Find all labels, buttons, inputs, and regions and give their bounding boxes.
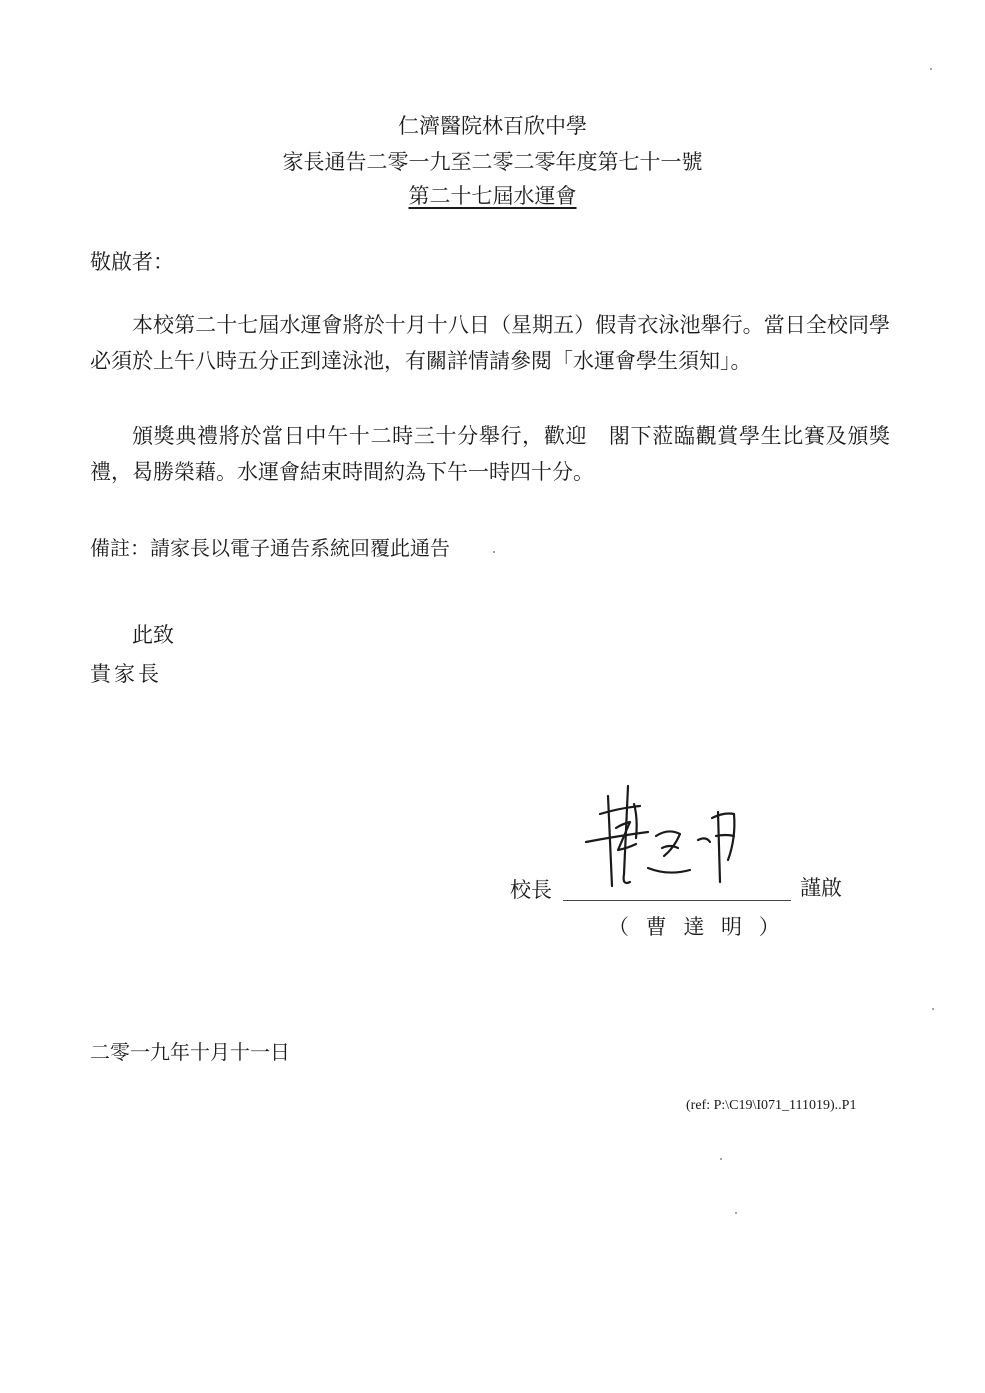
notice-number: 家長通告二零一九至二零二零年度第七十一號 [282, 150, 703, 174]
scan-speck [735, 1212, 737, 1214]
remark-note: 備註：請家長以電子通告系統回覆此通告 [90, 536, 450, 560]
signature-line [563, 900, 791, 901]
closing-phrase: 此致 [132, 623, 174, 647]
scan-speck [493, 551, 495, 553]
principal-name: （ 曹 達 明 ） [608, 915, 785, 939]
addressee: 貴家長 [90, 662, 162, 686]
scan-speck [930, 68, 932, 70]
event-title: 第二十七屆水運會 [408, 184, 577, 208]
scan-speck [720, 1158, 722, 1160]
reference-code: (ref: P:\C19\I071_111019)..P1 [686, 1098, 857, 1113]
principal-signature [578, 778, 748, 898]
school-name: 仁濟醫院林百欣中學 [398, 114, 587, 138]
salutation: 敬啟者： [90, 250, 174, 274]
paragraph-event-details: 本校第二十七屆水運會將於十月十八日（星期五）假青衣泳池舉行。當日全校同學必須於上午八時五分正到達泳池，有關詳情請參閱「水運會學生須知」。 [90, 313, 890, 373]
paragraph-prize-ceremony: 頒獎典禮將於當日中午十二時三十分舉行，歡迎 閣下蒞臨觀賞學生比賽及頒獎禮，曷勝榮藉。水運會結束時間約為下午一時四十分。 [90, 424, 890, 484]
notice-date: 二零一九年十月十一日 [90, 1040, 290, 1064]
scan-speck [932, 1008, 934, 1010]
principal-label: 校長 [510, 878, 552, 902]
respectfully-label: 謹啟 [800, 876, 842, 900]
